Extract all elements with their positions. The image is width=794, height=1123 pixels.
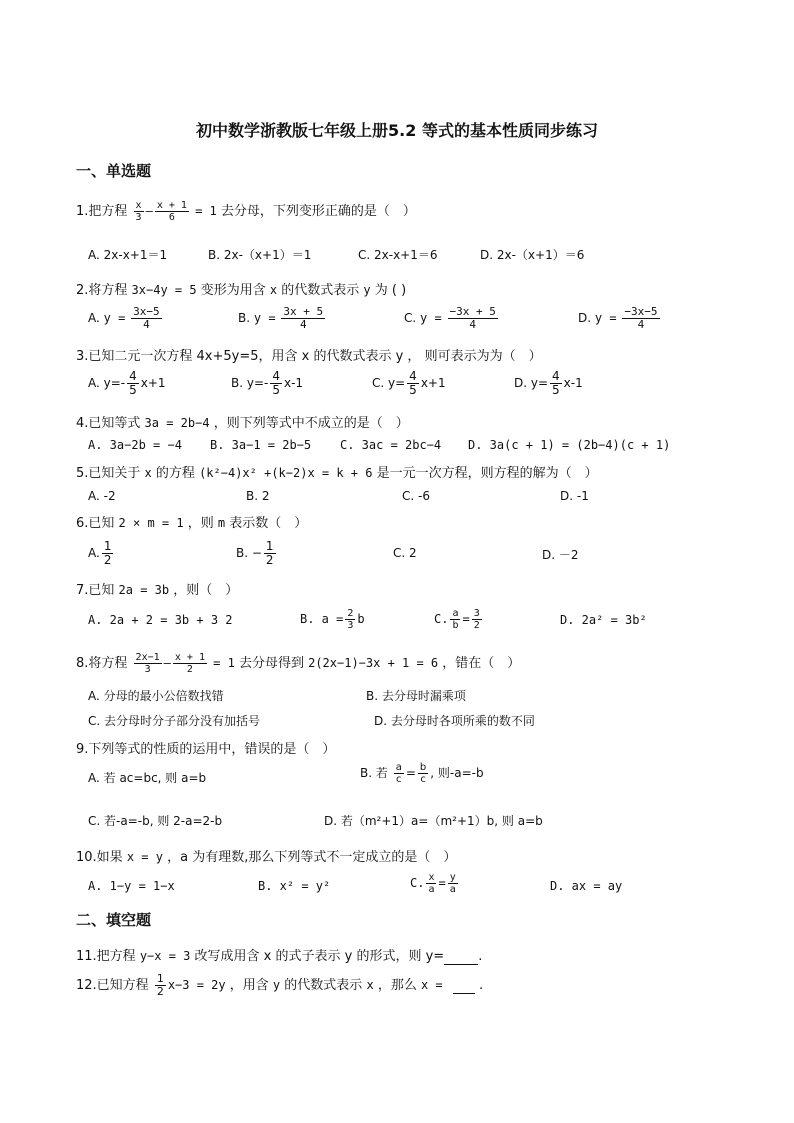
- q2-y: y: [363, 283, 371, 297]
- q4-option-d[interactable]: D. 3a(c + 1) = (2b−4)(c + 1): [468, 438, 671, 452]
- section-heading-single-choice: 一、单选题: [76, 162, 152, 180]
- q2-suffix: 为 ( ): [374, 283, 407, 298]
- q12-equation: x−3 = 2y: [167, 978, 226, 993]
- q2-prefix: 2.将方程: [76, 283, 128, 298]
- q1-option-b[interactable]: B. 2x-（x+1）＝1: [208, 248, 312, 262]
- q3-option-a[interactable]: A. y=- $\frac{4}{5}$ x+1: [88, 369, 166, 398]
- q7-prefix: 7.已知: [76, 583, 115, 598]
- q8-option-d[interactable]: D. 去分母时各项所乘的数不同: [374, 714, 535, 728]
- q1-fraction-1: $\frac{x}{3}$: [135, 200, 142, 223]
- q12-mid2: 的代数式表示: [284, 978, 363, 994]
- q12-answer-blank[interactable]: [453, 978, 475, 994]
- q7-option-c[interactable]: C. $\frac{a}{b}$ = $\frac{3}{2}$: [434, 608, 480, 631]
- q9-option-b[interactable]: B. 若 $\frac{a}{c}$ = $\frac{b}{c}$ , 则-a=-b: [360, 762, 484, 785]
- q5-suffix: 是一元一次方程，则方程的解为（ ）: [376, 466, 598, 481]
- q7-option-b[interactable]: B. a = $\frac{2}{3}$ b: [300, 608, 365, 631]
- q5-option-a[interactable]: A. -2: [88, 489, 116, 503]
- q8-fraction-2: $\frac{x + 1}{2}$: [174, 652, 205, 675]
- q12-y: y: [272, 978, 281, 993]
- q1-option-c[interactable]: C. 2x-x+1＝6: [358, 248, 438, 262]
- q1-suffix: 去分母，下列变形正确的是（ ）: [220, 204, 416, 219]
- q6-prefix: 6.已知: [76, 516, 115, 531]
- q10-suffix: ，a 为有理数,那么下列等式不一定成立的是（ ）: [167, 850, 457, 865]
- question-12: [76, 973, 483, 998]
- page-title: 初中数学浙教版七年级上册5.2 等式的基本性质同步练习: [196, 121, 598, 140]
- q8-equals: = 1: [213, 656, 235, 670]
- q5-option-d[interactable]: D. -1: [560, 489, 589, 503]
- q12-prefix: 12.已知方程: [76, 978, 149, 994]
- q8-option-a[interactable]: A. 分母的最小公倍数找错: [88, 689, 224, 703]
- q7-option-d[interactable]: D. 2a² = 3b²: [560, 613, 647, 627]
- q11-equation: y−x = 3: [139, 949, 191, 963]
- q4-option-b[interactable]: B. 3a−1 = 2b−5: [210, 438, 312, 452]
- q8-fraction-1: $\frac{2x-1}{3}$: [135, 652, 160, 675]
- q5-x: x: [144, 466, 152, 480]
- q2-mid: 变形为用含: [200, 283, 266, 298]
- q12-end: .: [478, 978, 484, 994]
- q2-equation: 3x−4y = 5: [131, 283, 197, 297]
- q1-fraction-2: $\frac{x + 1}{6}$: [156, 200, 187, 223]
- q8-option-b[interactable]: B. 去分母时漏乘项: [366, 689, 466, 703]
- q4-equation: 3a = 2b−4: [144, 416, 210, 430]
- q11-prefix: 11.把方程: [76, 949, 136, 964]
- q6-option-c[interactable]: C. 2: [393, 546, 417, 560]
- q6-suffix: 表示数（ ）: [229, 516, 308, 531]
- q1-equals: = 1: [195, 204, 217, 218]
- q8-option-c[interactable]: C. 去分母时分子部分没有加括号: [88, 714, 261, 728]
- q8-equation-2: 2(2x−1)−3x + 1 = 6: [308, 656, 439, 670]
- q9-option-c[interactable]: C. 若-a=-b, 则 2-a=2-b: [88, 814, 223, 828]
- q6-option-b[interactable]: B. − $\frac{1}{2}$: [236, 539, 274, 568]
- q11-end: .: [478, 949, 483, 964]
- q5-option-c[interactable]: C. -6: [402, 489, 430, 503]
- question-2: [76, 279, 406, 298]
- q7-option-a[interactable]: A. 2a + 2 = 3b + 3 2: [88, 613, 233, 627]
- q3-option-c[interactable]: C. y= $\frac{4}{5}$ x+1: [372, 369, 446, 398]
- q5-prefix: 5.已知关于: [76, 466, 141, 481]
- question-4: [76, 412, 409, 431]
- q10-equation: x = y: [126, 850, 163, 864]
- q11-answer-blank[interactable]: [444, 949, 478, 965]
- q5-mid: 的方程: [155, 466, 195, 481]
- q11-suffix: 改写成用含 x 的式子表示 y 的形式，则 y=: [194, 949, 445, 964]
- q5-option-b[interactable]: B. 2: [246, 489, 270, 503]
- q2-x: x: [269, 283, 278, 297]
- q6-mid: ，则: [187, 516, 214, 531]
- q4-suffix: ，则下列等式中不成立的是（ ）: [213, 416, 409, 431]
- q12-mid3: ，那么: [377, 978, 417, 994]
- q6-option-d[interactable]: D. －2: [542, 548, 579, 562]
- q1-option-d[interactable]: D. 2x-（x+1）＝6: [480, 248, 585, 262]
- section-heading-fill-blank: 二、填空题: [76, 911, 152, 929]
- q2-mid2: 的代数式表示: [281, 283, 360, 298]
- q8-prefix: 8.将方程: [76, 656, 128, 671]
- q6-equation: 2 × m = 1: [118, 516, 184, 530]
- q3-option-d[interactable]: D. y= $\frac{4}{5}$ x-1: [514, 369, 583, 398]
- q1-option-a[interactable]: A. 2x-x+1＝1: [88, 248, 168, 262]
- q3-option-b[interactable]: B. y=- $\frac{4}{5}$ x-1: [231, 369, 304, 398]
- q4-prefix: 4.已知等式: [76, 416, 141, 431]
- q6-m: m: [217, 516, 226, 530]
- q8-minus: –: [163, 656, 171, 670]
- question-8: [76, 652, 520, 675]
- q10-option-a[interactable]: A. 1−y = 1−x: [88, 879, 175, 893]
- question-5: [76, 462, 598, 481]
- q12-fraction: $\frac{1}{2}$: [156, 972, 164, 999]
- q12-x: x: [366, 978, 374, 993]
- q10-option-b[interactable]: B. x² = y²: [258, 879, 331, 893]
- q10-option-d[interactable]: D. ax = ay: [550, 879, 623, 893]
- q1-prefix: 1.把方程: [76, 204, 128, 219]
- q2-option-a[interactable]: A. y = $\frac{3x-5}{4}$: [88, 305, 160, 332]
- question-11: [76, 945, 482, 965]
- q9-option-a[interactable]: A. 若 ac=bc, 则 a=b: [88, 771, 207, 785]
- q8-suffix: ，错在（ ）: [442, 656, 521, 671]
- question-3: 3.已知二元一次方程 4x+5y=5，用含 x 的代数式表示 y ， 则可表示为为（ ）: [76, 349, 542, 364]
- q7-suffix: ，则（ ）: [173, 583, 239, 598]
- question-7: [76, 579, 238, 598]
- q2-option-d[interactable]: D. y = $\frac{-3x-5}{4}$: [578, 305, 658, 332]
- question-6: [76, 512, 307, 531]
- question-9: 9.下列等式的性质的运用中，错误的是（ ）: [76, 742, 336, 757]
- q9-option-d[interactable]: D. 若（m²+1）a=（m²+1）b, 则 a=b: [324, 814, 543, 828]
- q6-option-a[interactable]: A. $\frac{1}{2}$: [88, 539, 112, 568]
- q7-equation: 2a = 3b: [118, 583, 170, 597]
- q4-option-c[interactable]: C. 3ac = 2bc−4: [340, 438, 442, 452]
- q2-option-c[interactable]: C. y = $\frac{-3x + 5}{4}$: [404, 305, 496, 332]
- q1-minus: –: [145, 204, 153, 218]
- q10-prefix: 10.如果: [76, 850, 123, 865]
- q5-equation: (k²−4)x² +(k−2)x = k + 6: [199, 466, 373, 480]
- q4-option-a[interactable]: A. 3a−2b = −4: [88, 438, 182, 452]
- q12-lhs: x =: [420, 978, 443, 993]
- question-10: [76, 846, 456, 865]
- q2-option-b[interactable]: B. y = $\frac{3x + 5}{4}$: [238, 305, 324, 332]
- q10-option-c[interactable]: C. $\frac{x}{a}$ = $\frac{y}{a}$: [410, 872, 456, 895]
- question-1: [76, 200, 416, 223]
- q12-mid: ，用含: [229, 978, 269, 994]
- q8-mid: 去分母得到: [238, 656, 304, 671]
